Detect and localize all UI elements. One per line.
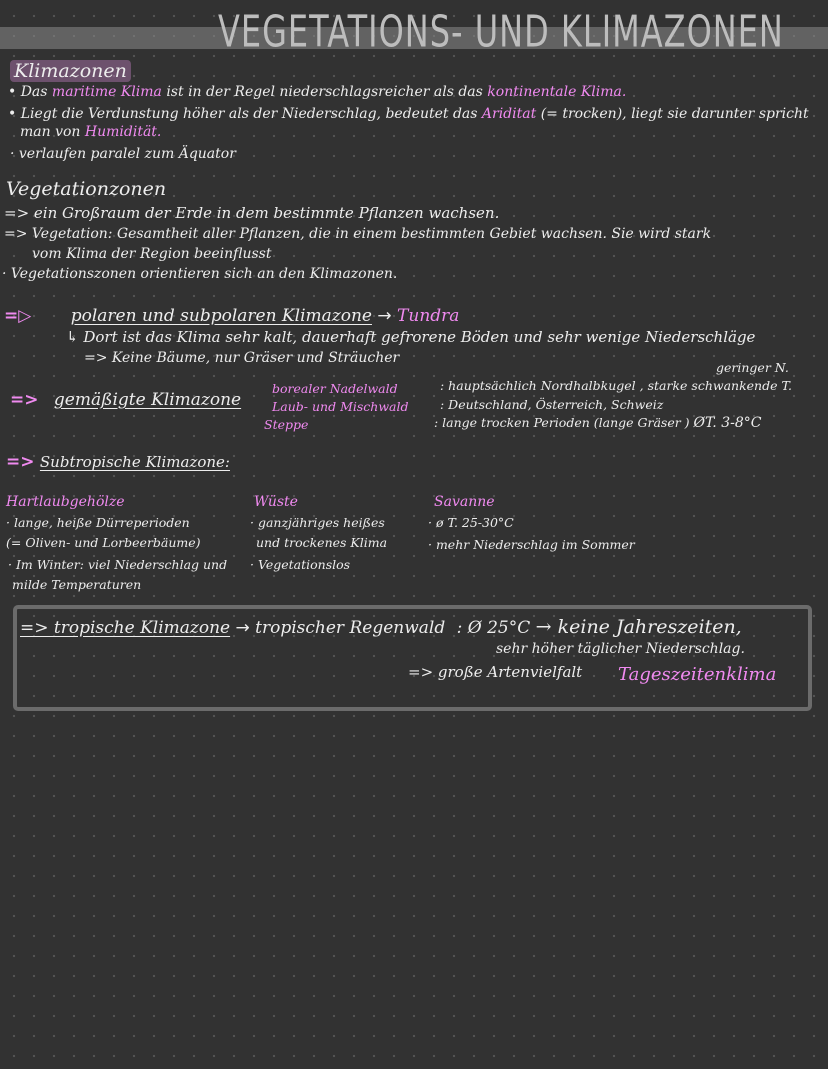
subtropisch-col2-heading: Wüste xyxy=(254,494,298,510)
polar-line-1: ↳ Dort ist das Klima sehr kalt, dauerhaft gefrorene Böden und sehr wenige Niederschläge xyxy=(66,328,756,346)
gemaessigt-sub-2: Laub- und Mischwald xyxy=(272,399,409,414)
subtropisch-col1-line-4: milde Temperaturen xyxy=(12,577,142,592)
subtropisch-col3-line-1: · ø T. 25-30°C xyxy=(428,515,514,530)
klimazonen-bullet-1: • Das maritime Klima ist in der Regel niederschlagsreicher als das kontinentale Klima. xyxy=(8,84,627,100)
vegetation-line-1: => ein Großraum der Erde in dem bestimmte Pflanzen wachsen. xyxy=(4,204,500,222)
subtropisch-col1-line-1: · lange, heiße Dürreperioden xyxy=(6,515,190,530)
page-title: VEGETATIONS- UND KLIMAZONEN xyxy=(218,6,784,58)
tropisch-artenvielfalt: => große Artenvielfalt xyxy=(408,663,583,681)
subtropisch-heading-row: => Subtropische Klimazone: xyxy=(6,452,230,472)
polar-heading-row: =▷ polaren und subpolaren Klimazone → Tundra xyxy=(4,306,460,326)
tropisch-heading-row: => tropische Klimazone → tropischer Regenwald : Ø 25°C → keine Jahreszeiten, xyxy=(20,616,742,638)
klimazonen-bullet-2-cont: man von Humidität. xyxy=(20,124,162,140)
vegetation-line-4: · Vegetationszonen orientieren sich an den Klimazonen. xyxy=(2,266,398,282)
tropisch-tageszeitenklima: Tageszeitenklima xyxy=(618,664,777,685)
gemaessigt-sub-1: borealer Nadelwald xyxy=(272,381,398,396)
vegetation-line-2: => Vegetation: Gesamtheit aller Pflanzen, die in einem bestimmten Gebiet wachsen. Sie wird stark xyxy=(4,226,712,242)
subtropisch-col1-line-3: · Im Winter: viel Niederschlag und xyxy=(8,557,228,572)
polar-line-2: => Keine Bäume, nur Gräser und Sträucher xyxy=(84,350,400,366)
tropisch-niederschlag: sehr höher täglicher Niederschlag. xyxy=(496,641,745,657)
gemaessigt-detail-2: : Deutschland, Österreich, Schweiz xyxy=(440,397,664,412)
gemaessigt-detail-3: : lange trocken Perioden (lange Gräser ) ØT. 3-8°C xyxy=(434,415,762,431)
heading-klimazonen: Klimazonen xyxy=(10,60,131,82)
gemaessigt-sub-3: Steppe xyxy=(264,417,309,432)
gemaessigt-detail-1: : hauptsächlich Nordhalbkugel , starke schwankende T. xyxy=(440,378,792,393)
subtropisch-col1-line-2: (= Oliven- und Lorbeerbäume) xyxy=(6,535,201,550)
subtropisch-col2-line-3: · Vegetationslos xyxy=(250,557,351,572)
klimazonen-bullet-3: · verlaufen paralel zum Äquator xyxy=(10,146,236,162)
gemaessigt-note: geringer N. xyxy=(716,360,789,375)
subtropisch-col2-line-2: und trockenes Klima xyxy=(256,535,388,550)
subtropisch-col3-heading: Savanne xyxy=(434,494,495,510)
heading-vegetationzonen: Vegetationzonen xyxy=(6,178,167,200)
subtropisch-col1-heading: Hartlaubgehölze xyxy=(6,494,125,510)
vegetation-line-3: vom Klima der Region beeinflusst xyxy=(32,246,272,262)
subtropisch-col3-line-2: · mehr Niederschlag im Sommer xyxy=(428,537,635,552)
subtropisch-col2-line-1: · ganzjähriges heißes xyxy=(250,515,385,530)
klimazonen-bullet-2: • Liegt die Verdunstung höher als der Niederschlag, bedeutet das Ariditat (= trocken), liegt sie darunter spricht xyxy=(8,106,809,122)
gemaessigt-heading-row: => gemäßigte Klimazone xyxy=(10,390,242,410)
